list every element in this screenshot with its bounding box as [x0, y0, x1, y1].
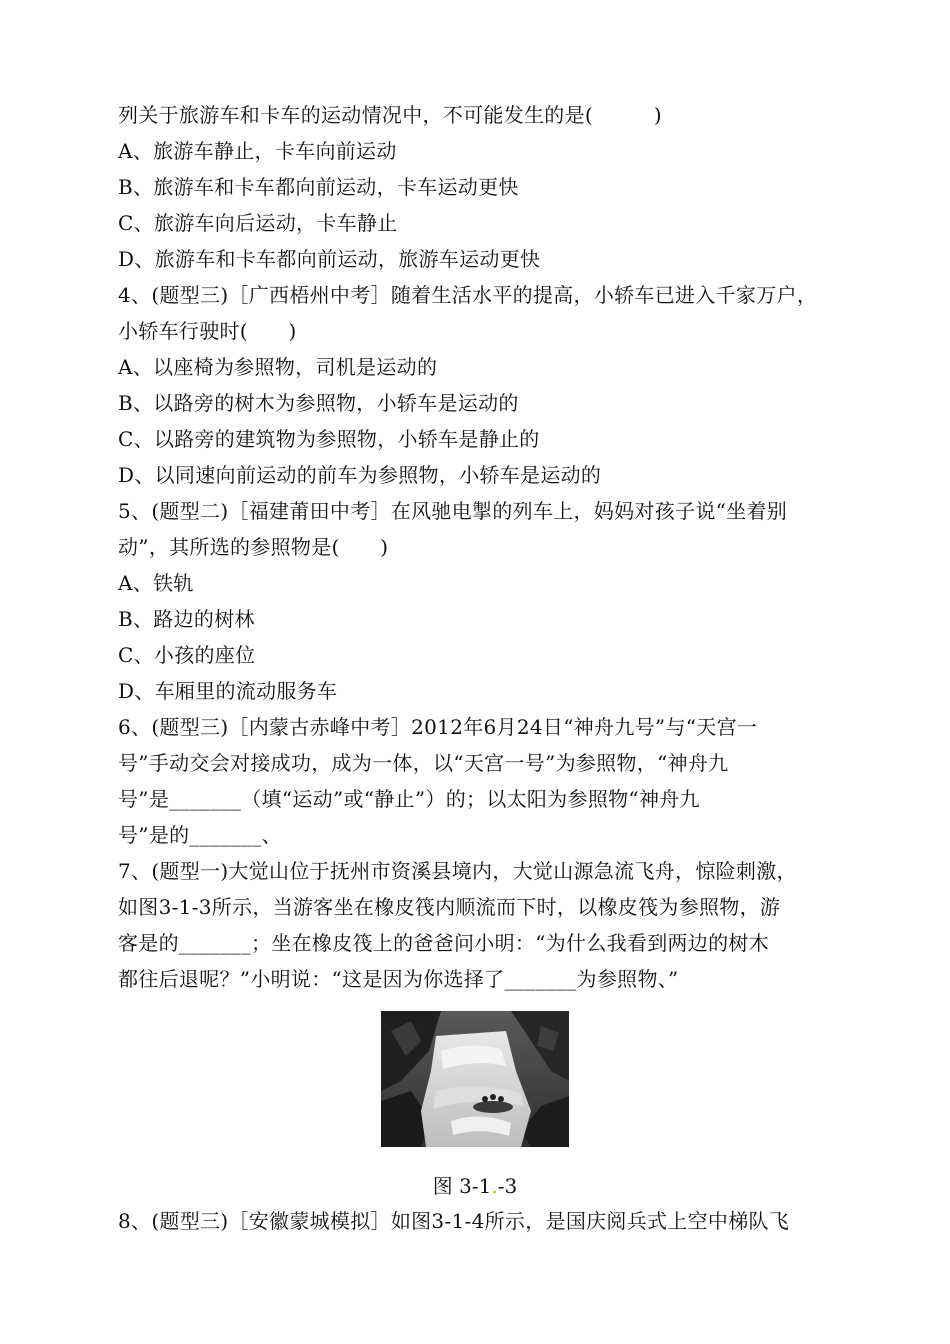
text-line: 6、(题型三)［内蒙古赤峰中考］2012年6月24日“神舟九号”与“天宫一	[118, 715, 758, 739]
text-line: D、旅游车和卡车都向前运动，旅游车运动更快	[118, 247, 541, 271]
text-line: A、铁轨	[118, 571, 194, 595]
text-line: 号”是_______（填“运动”或“静止”）的；以太阳为参照物“神舟九	[118, 787, 700, 811]
text-line: 如图3-1-3所示，当游客坐在橡皮筏内顺流而下时，以橡皮筏为参照物，游	[118, 895, 781, 919]
text-line: B、路边的树林	[118, 607, 255, 631]
rafting-photo	[381, 1011, 569, 1147]
text-line: 5、(题型二)［福建莆田中考］在风驰电掣的列车上，妈妈对孩子说“坐着别	[118, 499, 788, 523]
text-line: D、车厢里的流动服务车	[118, 679, 338, 703]
text-line: D、以同速向前运动的前车为参照物，小轿车是运动的	[118, 463, 602, 487]
text-line: 列关于旅游车和卡车的运动情况中，不可能发生的是( )	[118, 103, 663, 127]
text-line: 7、(题型一)大觉山位于抚州市资溪县境内，大觉山源急流飞舟，惊险刺激，	[118, 859, 797, 883]
text-line: 号”手动交会对接成功，成为一体，以“天宫一号”为参照物，“神舟九	[118, 751, 729, 775]
caption-suffix: -3	[497, 1174, 518, 1198]
text-line: 都往后退呢？”小明说：“这是因为你选择了_______为参照物、”	[118, 967, 679, 991]
caption-prefix: 图 3-1	[432, 1174, 492, 1198]
question-8-line: 8、(题型三)［安徽蒙城模拟］如图3-1-4所示，是国庆阅兵式上空中梯队飞	[118, 1209, 790, 1233]
text-line: B、旅游车和卡车都向前运动，卡车运动更快	[118, 175, 519, 199]
text-line: A、旅游车静止，卡车向前运动	[118, 139, 397, 163]
figure-caption	[0, 1172, 950, 1200]
text-line: C、以路旁的建筑物为参照物，小轿车是静止的	[118, 427, 540, 451]
text-line: B、以路旁的树木为参照物，小轿车是运动的	[118, 391, 519, 415]
text-line: 小轿车行驶时( )	[118, 319, 297, 343]
text-line: A、以座椅为参照物，司机是运动的	[118, 355, 438, 379]
text-line: 号”是的_______、	[118, 823, 282, 847]
text-line: C、小孩的座位	[118, 643, 256, 667]
text-line: 客是的_______；坐在橡皮筏上的爸爸问小明：“为什么我看到两边的树木	[118, 931, 770, 955]
caption-dot: .	[491, 1174, 498, 1198]
text-line: 动”，其所选的参照物是( )	[118, 535, 389, 559]
text-line: 4、(题型三)［广西梧州中考］随着生活水平的提高，小轿车已进入千家万户，	[118, 283, 818, 307]
text-line: C、旅游车向后运动，卡车静止	[118, 211, 398, 235]
